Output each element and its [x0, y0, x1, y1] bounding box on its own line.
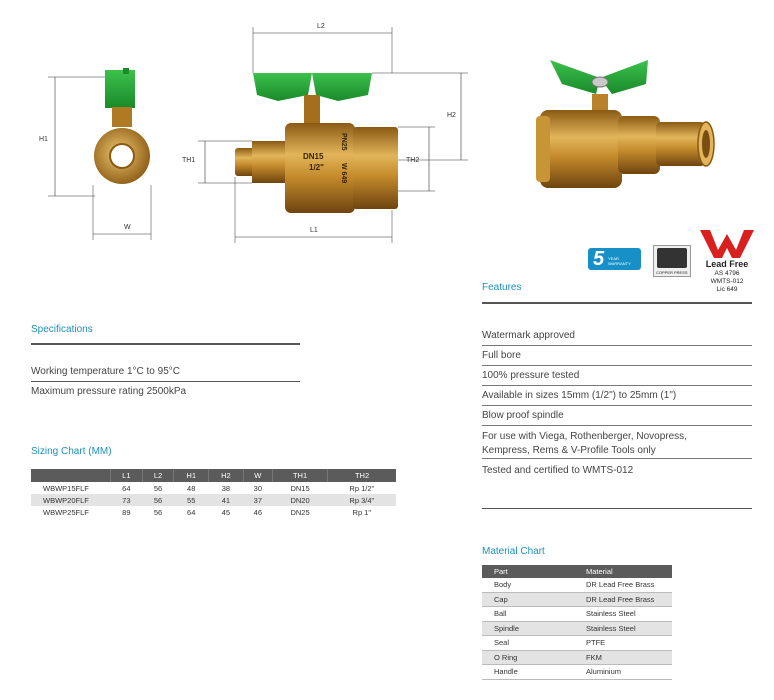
spec-item: Working temperature 1°C to 95°C — [31, 366, 180, 377]
material-value: FKM — [574, 650, 672, 665]
material-part: Body — [482, 578, 574, 592]
lead-free-line: Lic 649 — [716, 286, 738, 293]
sizing-cell: DN25 — [290, 507, 310, 517]
feature-item: Watermark approved — [482, 330, 752, 346]
sizing-header: TH2 — [328, 469, 396, 482]
sizing-cell: 56 — [153, 483, 163, 493]
sizing-chart-title: Sizing Chart (MM) — [31, 446, 112, 457]
sizing-cell: 45 — [221, 507, 231, 517]
sizing-header: TH1 — [273, 469, 328, 482]
copper-press-icon — [657, 248, 687, 268]
feature-item: 100% pressure tested — [482, 370, 752, 386]
lead-free-line: WMTS-012 — [710, 278, 744, 285]
watermark-icon — [698, 228, 756, 260]
product-photo — [530, 50, 730, 210]
feature-item: Kempress, Rems & V-Profile Tools only — [482, 445, 752, 459]
valve-mark-text: W 649 — [340, 163, 347, 184]
warranty-text: YEAR WARRANTY — [608, 256, 631, 266]
table-row — [31, 506, 396, 518]
features-title: Features — [482, 282, 522, 293]
features-rule — [482, 302, 752, 304]
sizing-cell: 37 — [243, 494, 272, 506]
sizing-header — [31, 469, 111, 482]
warranty-number: 5 — [593, 248, 605, 270]
feature-item: Full bore — [482, 350, 752, 366]
lead-free-line: AS 4796 — [714, 270, 740, 277]
sizing-cell: Rp 3/4" — [328, 494, 396, 506]
th2-label: TH2 — [406, 157, 420, 164]
sizing-cell: 46 — [253, 507, 263, 517]
l2-label: L2 — [317, 23, 325, 30]
table-row — [482, 592, 672, 607]
sizing-cell: WBWP25FLF — [43, 507, 89, 517]
valve-size-text: 1/2" — [309, 163, 324, 172]
material-chart-title: Material Chart — [482, 546, 545, 557]
sizing-cell: 56 — [142, 494, 174, 506]
material-value: DR Lead Free Brass — [574, 578, 672, 592]
front-view — [182, 23, 468, 243]
sizing-cell: 41 — [209, 494, 244, 506]
feature-item: Available in sizes 15mm (1/2") to 25mm (1") — [482, 390, 752, 406]
sizing-cell: DN15 — [290, 483, 310, 493]
sizing-header: L1 — [111, 469, 143, 482]
table-row — [31, 482, 396, 494]
material-part: Ball — [482, 607, 574, 622]
sizing-chart-table — [31, 469, 396, 518]
copper-press-text: COPPER PRESS — [656, 270, 688, 275]
material-value: Stainless Steel — [574, 607, 672, 622]
valve-pn-text: PN25 — [340, 133, 347, 151]
material-header: Part — [482, 565, 574, 578]
sizing-cell: WBWP20FLF — [31, 494, 111, 506]
feature-item: Blow proof spindle — [482, 410, 752, 426]
sizing-cell: 30 — [253, 483, 263, 493]
side-view — [39, 68, 151, 240]
sizing-header: H2 — [209, 469, 244, 482]
table-row — [482, 665, 672, 680]
material-value: DR Lead Free Brass — [574, 592, 672, 607]
specifications-title: Specifications — [31, 324, 93, 335]
sizing-header: W — [243, 469, 272, 482]
sizing-cell: 48 — [187, 483, 196, 493]
sizing-cell: 64 — [187, 507, 196, 517]
sizing-cell: 64 — [122, 483, 131, 493]
sizing-cell: 89 — [122, 507, 131, 517]
specifications-rule — [31, 343, 300, 345]
sizing-header-row — [31, 469, 396, 482]
sizing-cell: 55 — [174, 494, 209, 506]
material-part: Cap — [482, 592, 574, 607]
spec-item: Maximum pressure rating 2500kPa — [31, 386, 187, 397]
material-header: Material — [574, 565, 672, 578]
table-row — [482, 650, 672, 665]
material-value: Stainless Steel — [574, 621, 672, 636]
table-row — [482, 636, 672, 651]
sizing-cell: WBWP15FLF — [43, 483, 89, 493]
material-value: Aluminium — [574, 665, 672, 680]
material-value: PTFE — [574, 636, 672, 651]
sizing-cell: 38 — [221, 483, 231, 493]
material-part: Spindle — [482, 621, 574, 636]
h1-label: H1 — [39, 136, 48, 143]
feature-item: Tested and certified to WMTS-012 — [482, 465, 634, 476]
h2-label: H2 — [447, 112, 456, 119]
sizing-cell: 56 — [153, 507, 163, 517]
copper-press-badge — [653, 245, 691, 277]
w-label: W — [124, 224, 131, 231]
l1-label: L1 — [310, 227, 318, 234]
table-row — [482, 621, 672, 636]
sizing-cell: Rp 1/2" — [349, 483, 375, 493]
lead-free-title: Lead Free — [705, 259, 749, 269]
table-row — [31, 494, 396, 506]
sizing-header: H1 — [174, 469, 209, 482]
material-part: Seal — [482, 636, 574, 651]
features-bottom-rule — [482, 508, 752, 509]
material-part: O Ring — [482, 650, 574, 665]
sizing-header: L2 — [142, 469, 174, 482]
table-row — [482, 578, 672, 592]
feature-item: For use with Viega, Rothenberger, Novopress, — [482, 431, 687, 442]
material-part: Handle — [482, 665, 574, 680]
valve-dn-text: DN15 — [303, 152, 324, 161]
spec-divider — [31, 381, 300, 382]
sizing-cell: 73 — [111, 494, 143, 506]
material-header-row — [482, 565, 672, 578]
material-chart-table — [482, 565, 672, 680]
sizing-cell: DN20 — [273, 494, 328, 506]
th1-label: TH1 — [182, 157, 196, 164]
technical-drawing — [20, 15, 480, 250]
sizing-cell: Rp 1" — [352, 507, 372, 517]
table-row — [482, 607, 672, 622]
warranty-badge — [588, 248, 641, 270]
